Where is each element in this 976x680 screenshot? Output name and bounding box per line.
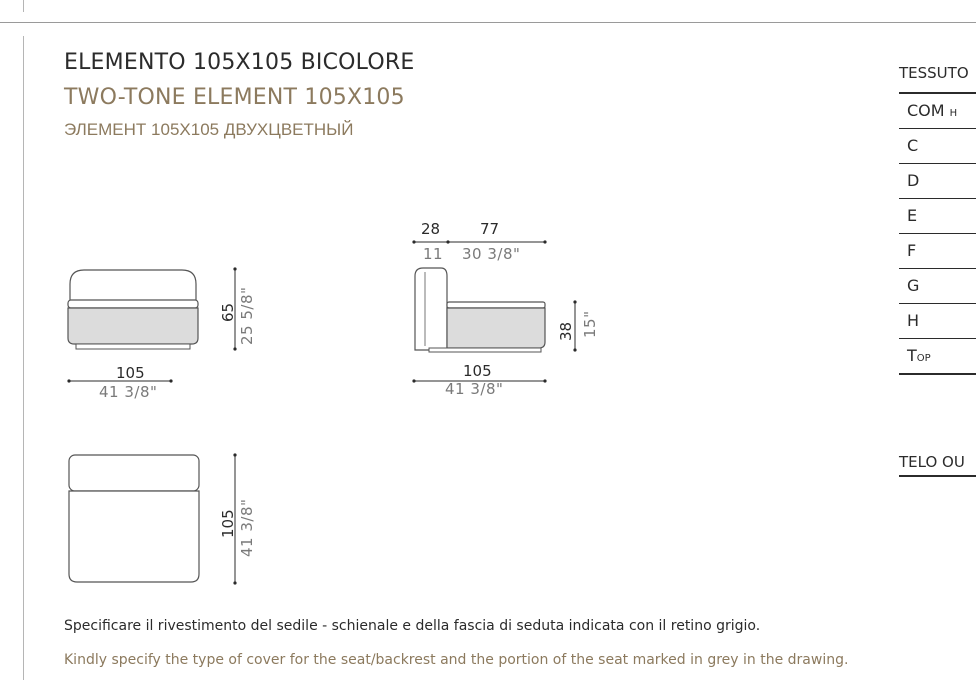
side-back-in: 11	[423, 245, 444, 263]
telo-label: TELO OU	[899, 453, 976, 477]
margin-line	[23, 36, 24, 680]
title-russian: ЭЛЕМЕНТ 105Х105 ДВУХЦВЕТНЫЙ	[64, 120, 354, 139]
fabric-row-com: COM H	[899, 94, 976, 129]
fabric-row-e: E	[899, 199, 976, 234]
side-seat-height-cm: 38	[557, 321, 575, 341]
front-view-drawing	[60, 262, 260, 402]
front-width-in: 41 3/8"	[99, 383, 158, 401]
fabric-table	[899, 92, 976, 375]
fabric-label: TESSUTO	[899, 64, 969, 82]
note-italian: Specificare il rivestimento del sedile - schienale e della fascia di seduta indicata con il retino grigio.	[64, 618, 761, 634]
top-depth-in: 41 3/8"	[238, 498, 256, 557]
side-seat-in: 30 3/8"	[462, 245, 521, 263]
fabric-row-f: F	[899, 234, 976, 269]
header-divider	[0, 22, 976, 23]
fabric-row-h: H	[899, 304, 976, 339]
fabric-row-c: C	[899, 129, 976, 164]
fabric-row-top: TOP	[899, 339, 976, 375]
front-height-in: 25 5/8"	[238, 286, 256, 345]
fabric-row-g: G	[899, 269, 976, 304]
front-width-cm: 105	[116, 364, 145, 382]
side-seat-height-in: 15"	[581, 310, 599, 338]
title-english: TWO-TONE ELEMENT 105X105	[64, 85, 405, 110]
note-english: Kindly specify the type of cover for the seat/backrest and the portion of the seat marked in grey in the drawing.	[64, 652, 849, 668]
side-back-cm: 28	[421, 220, 441, 238]
side-depth-cm: 105	[463, 362, 492, 380]
top-depth-cm: 105	[219, 509, 237, 538]
side-depth-in: 41 3/8"	[445, 380, 504, 398]
side-seat-cm: 77	[480, 220, 500, 238]
frame-tick	[23, 0, 24, 12]
front-height-cm: 65	[219, 302, 237, 322]
title-italian: ELEMENTO 105X105 BICOLORE	[64, 50, 415, 75]
fabric-row-d: D	[899, 164, 976, 199]
